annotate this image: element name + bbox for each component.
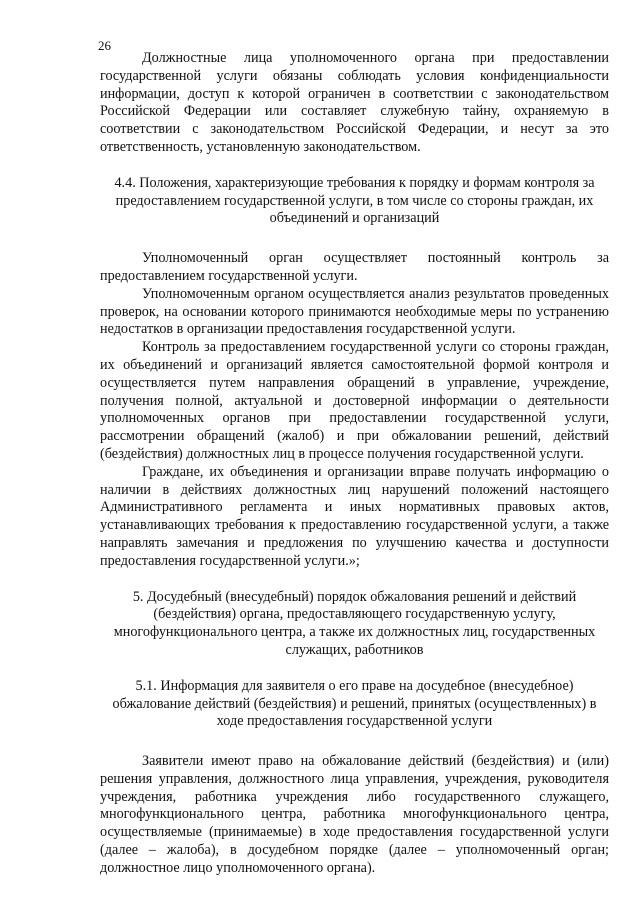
paragraph-citizen-control: Контроль за предоставлением государственной услуги со стороны граждан, их объединений и организаций является самостоятельной формой контроля и осуществляется путем направления обращений в управление, учреждение, получения полной, актуальной и достоверной информации о деятельности уполномоченных органов при предоставлении государственной услуги, рассмотрении обращений (жалоб) и при обжаловании решений, действий (бездействия) должностных лиц в процессе получения государственной услуги. <box>100 339 609 462</box>
paragraph-confidentiality: Должностные лица уполномоченного органа при предоставлении государственной услуги обязаны соблюдать условия конфиденциальности информации, доступ к которой ограничен в соответствии с законодательством Российской Федерации или составляет служебную тайну, охраняемую в соответствии с законодательством Российской Федерации, и несут за это ответственность, установленную законодательством. <box>100 50 609 155</box>
spacer <box>100 660 609 678</box>
spacer <box>100 157 609 175</box>
spacer <box>100 571 609 589</box>
section-heading-4-4: 4.4. Положения, характеризующие требования к порядку и формам контроля за предоставлением государственной услуги, в том числе со стороны граждан, их объединений и организаций <box>114 174 595 227</box>
spacer <box>100 228 609 250</box>
section-heading-5: 5. Досудебный (внесудебный) порядок обжалования решений и действий (бездействия) органа, предоставляющего государственную услугу, многофункционального центра, а также их должностных лиц, государственных служащих, работников <box>113 588 596 658</box>
document-body <box>100 50 609 878</box>
paragraph-analysis: Уполномоченным органом осуществляется анализ результатов проведенных проверок, на основании которого принимаются необходимые меры по устранению недостатков в организации предоставления государственной услуги. <box>100 285 609 338</box>
page-number: 26 <box>98 38 111 53</box>
paragraph-appeal-right: Заявители имеют право на обжалование действий (бездействия) и (или) решения управления, должностного лица управления, учреждения, руководителя учреждения, работника учреждения либо государственного служащего, многофункционального центра, работника многофункционального центра, осуществляемые (принимаемые) в ходе предоставления государственной услуги (далее – жалоба), в досудебном порядке (далее – уполномоченный орган; должностное лицо уполномоченного органа). <box>100 753 609 876</box>
paragraph-citizen-rights: Граждане, их объединения и организации вправе получать информацию о наличии в действиях должностных лиц нарушений положений настоящего Административного регламента и иных нормативных правовых актов, устанавливающих требования к предоставлению государственной услуги, а также направлять замечания и предложения по улучшению качества и доступности предоставления государственной услуги.»; <box>100 463 609 569</box>
section-heading-5-1: 5.1. Информация для заявителя о его праве на досудебное (внесудебное) обжалование действий (бездействия) и решений, принятых (осуществленных) в ходе предоставления государственной услуги <box>112 677 597 730</box>
paragraph-constant-control: Уполномоченный орган осуществляет постоянный контроль за предоставлением государственной услуги. <box>100 250 609 284</box>
spacer <box>100 731 609 753</box>
